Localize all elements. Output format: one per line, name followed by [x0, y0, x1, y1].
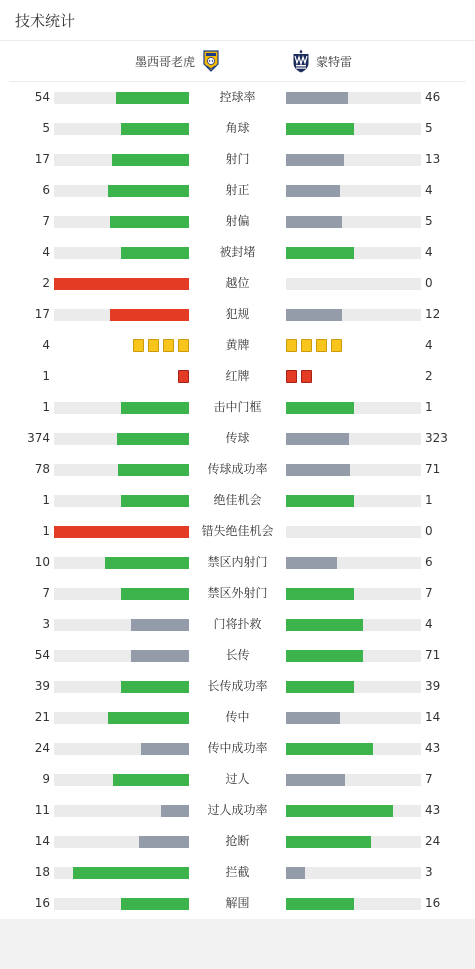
stat-label: 击中门框: [213, 400, 262, 414]
away-bar-fill: [286, 402, 354, 414]
home-bar-track: [54, 557, 189, 569]
red-card-icon: [286, 370, 297, 383]
away-bar-fill: [286, 898, 354, 910]
yellow-card-icon: [331, 339, 342, 352]
home-bar-track: [54, 123, 189, 135]
away-bar-track: [286, 92, 421, 104]
away-bar-track: [286, 650, 421, 662]
home-bar-track: [54, 743, 189, 755]
home-value: 5: [42, 121, 50, 135]
stats-list: [0, 82, 475, 919]
home-value: 1: [42, 400, 50, 414]
away-bar-fill: [286, 650, 363, 662]
home-value: 7: [42, 586, 50, 600]
stat-row: [0, 640, 475, 671]
home-value: 54: [34, 90, 50, 104]
stat-label: 禁区内射门: [207, 555, 268, 569]
home-value: 17: [34, 307, 50, 321]
away-value: 14: [425, 710, 441, 724]
away-value: 7: [425, 586, 433, 600]
home-bar-track: [54, 92, 189, 104]
away-value: 2: [425, 369, 433, 383]
away-value: 16: [425, 896, 441, 910]
home-bar-fill: [110, 309, 189, 321]
away-value: 1: [425, 400, 433, 414]
away-value: 43: [425, 803, 441, 817]
stat-row: [0, 547, 475, 578]
home-bar-track: [54, 650, 189, 662]
away-bar-fill: [286, 681, 354, 693]
stat-label: 门将扑救: [213, 617, 262, 631]
away-bar-track: [286, 681, 421, 693]
away-bar-track: [286, 433, 421, 445]
home-bar-track: [54, 681, 189, 693]
stat-label: 传球成功率: [207, 462, 268, 476]
stat-label: 红牌: [225, 369, 250, 383]
home-bar-track: [54, 247, 189, 259]
away-value: 3: [425, 865, 433, 879]
stat-row: [0, 516, 475, 547]
stat-label: 角球: [225, 121, 250, 135]
away-bar-track: [286, 557, 421, 569]
away-bar-fill: [286, 557, 337, 569]
stat-row: [0, 330, 475, 361]
home-bar-track: [54, 805, 189, 817]
stat-label: 错失绝佳机会: [201, 524, 274, 538]
away-bar-track: [286, 402, 421, 414]
away-bar-fill: [286, 774, 345, 786]
home-bar-track: [54, 278, 189, 290]
away-bar-fill: [286, 185, 340, 197]
stat-label: 射正: [225, 183, 250, 197]
stat-row: [0, 485, 475, 516]
yellow-card-icon: [148, 339, 159, 352]
away-bar-track: [286, 278, 421, 290]
away-bar-fill: [286, 247, 354, 259]
stat-row: [0, 392, 475, 423]
stat-row: [0, 361, 475, 392]
stat-row: [0, 578, 475, 609]
away-bar-fill: [286, 588, 354, 600]
home-value: 78: [34, 462, 50, 476]
home-bar-track: [54, 433, 189, 445]
away-bar-track: [286, 247, 421, 259]
red-card-icon: [301, 370, 312, 383]
away-bar-fill: [286, 154, 344, 166]
away-bar-track: [286, 619, 421, 631]
away-value: 71: [425, 462, 441, 476]
away-bar-track: [286, 588, 421, 600]
away-bar-fill: [286, 464, 350, 476]
home-bar-fill: [121, 247, 189, 259]
stat-label: 拦截: [225, 865, 250, 879]
stat-label: 射偏: [225, 214, 250, 228]
away-bar-fill: [286, 216, 342, 228]
away-value: 39: [425, 679, 441, 693]
home-value: 6: [42, 183, 50, 197]
away-bar-track: [286, 216, 421, 228]
away-bar-track: [286, 712, 421, 724]
away-value: 12: [425, 307, 441, 321]
home-bar-fill: [121, 898, 189, 910]
stat-row: [0, 888, 475, 919]
home-bar-fill: [121, 681, 189, 693]
home-bar-track: [54, 216, 189, 228]
stat-row: [0, 702, 475, 733]
teams-header: [9, 41, 466, 82]
home-bar-fill: [105, 557, 189, 569]
header-bar: [0, 0, 475, 41]
home-value: 10: [34, 555, 50, 569]
away-value: 71: [425, 648, 441, 662]
away-bar-track: [286, 495, 421, 507]
away-value: 323: [425, 431, 448, 445]
home-cards: [174, 370, 189, 384]
home-value: 2: [42, 276, 50, 290]
home-team[interactable]: [135, 50, 219, 72]
away-bar-fill: [286, 495, 354, 507]
home-bar-fill: [110, 216, 189, 228]
yellow-card-icon: [286, 339, 297, 352]
home-bar-fill: [117, 433, 189, 445]
home-bar-track: [54, 867, 189, 879]
stat-row: [0, 175, 475, 206]
away-bar-track: [286, 185, 421, 197]
stat-label: 传中成功率: [207, 741, 268, 755]
home-bar-fill: [139, 836, 189, 848]
stat-label: 黄牌: [225, 338, 250, 352]
home-bar-fill: [108, 185, 189, 197]
home-bar-fill: [54, 526, 189, 538]
away-value: 13: [425, 152, 441, 166]
home-value: 1: [42, 369, 50, 383]
stat-label: 禁区外射门: [207, 586, 268, 600]
stat-row: [0, 144, 475, 175]
stat-label: 抢断: [225, 834, 250, 848]
red-card-icon: [178, 370, 189, 383]
stat-label: 越位: [225, 276, 250, 290]
away-value: 4: [425, 183, 433, 197]
away-bar-track: [286, 898, 421, 910]
yellow-card-icon: [316, 339, 327, 352]
home-bar-fill: [121, 402, 189, 414]
home-bar-track: [54, 309, 189, 321]
away-bar-fill: [286, 743, 373, 755]
stat-row: [0, 82, 475, 113]
stat-label: 传中: [225, 710, 250, 724]
away-bar-fill: [286, 867, 305, 879]
away-cards: [286, 339, 346, 353]
home-bar-track: [54, 774, 189, 786]
away-bar-track: [286, 774, 421, 786]
home-bar-track: [54, 464, 189, 476]
tigres-crest-icon: [203, 50, 219, 72]
away-bar-track: [286, 805, 421, 817]
home-bar-fill: [131, 619, 189, 631]
stat-label: 长传: [225, 648, 250, 662]
home-value: 4: [42, 245, 50, 259]
away-value: 0: [425, 276, 433, 290]
away-value: 5: [425, 214, 433, 228]
away-bar-fill: [286, 433, 349, 445]
home-bar-fill: [161, 805, 189, 817]
home-value: 54: [34, 648, 50, 662]
home-bar-fill: [121, 495, 189, 507]
home-value: 16: [34, 896, 50, 910]
stat-row: [0, 857, 475, 888]
stat-label: 控球率: [219, 90, 256, 104]
yellow-card-icon: [301, 339, 312, 352]
home-value: 39: [34, 679, 50, 693]
home-value: 9: [42, 772, 50, 786]
home-cards: [129, 339, 189, 353]
stat-row: [0, 206, 475, 237]
home-value: 3: [42, 617, 50, 631]
yellow-card-icon: [163, 339, 174, 352]
home-bar-track: [54, 619, 189, 631]
home-bar-track: [54, 154, 189, 166]
yellow-card-icon: [133, 339, 144, 352]
away-value: 24: [425, 834, 441, 848]
away-bar-fill: [286, 712, 340, 724]
home-bar-fill: [118, 464, 189, 476]
away-value: 4: [425, 617, 433, 631]
stat-row: [0, 733, 475, 764]
home-bar-track: [54, 836, 189, 848]
home-value: 1: [42, 493, 50, 507]
away-bar-fill: [286, 123, 354, 135]
stat-row: [0, 423, 475, 454]
stat-label: 过人成功率: [207, 803, 268, 817]
stat-row: [0, 237, 475, 268]
away-team[interactable]: [292, 49, 352, 73]
stat-row: [0, 268, 475, 299]
stat-label: 被封堵: [219, 245, 256, 259]
home-bar-fill: [113, 774, 189, 786]
away-bar-fill: [286, 619, 363, 631]
stat-label: 绝佳机会: [213, 493, 262, 507]
away-bar-fill: [286, 309, 342, 321]
stat-label: 过人: [225, 772, 250, 786]
stat-label: 长传成功率: [207, 679, 268, 693]
home-bar-track: [54, 526, 189, 538]
home-bar-fill: [73, 867, 189, 879]
away-bar-track: [286, 309, 421, 321]
away-team-name: 蒙特雷: [316, 54, 353, 69]
away-bar-track: [286, 836, 421, 848]
home-value: 374: [27, 431, 50, 445]
stat-row: [0, 826, 475, 857]
home-value: 7: [42, 214, 50, 228]
stat-label: 传球: [225, 431, 250, 445]
home-bar-fill: [116, 92, 189, 104]
home-bar-track: [54, 898, 189, 910]
home-bar-fill: [112, 154, 189, 166]
home-value: 1: [42, 524, 50, 538]
stat-row: [0, 299, 475, 330]
page-title: 技术统计: [15, 11, 76, 30]
home-value: 11: [34, 803, 50, 817]
stat-row: [0, 113, 475, 144]
away-bar-fill: [286, 92, 348, 104]
home-bar-track: [54, 712, 189, 724]
monterrey-crest-icon: [292, 49, 310, 73]
away-value: 43: [425, 741, 441, 755]
home-bar-fill: [108, 712, 189, 724]
away-value: 4: [425, 245, 433, 259]
yellow-card-icon: [178, 339, 189, 352]
home-value: 4: [42, 338, 50, 352]
stat-label: 解围: [225, 896, 250, 910]
home-bar-fill: [131, 650, 189, 662]
away-value: 6: [425, 555, 433, 569]
home-value: 17: [34, 152, 50, 166]
stat-row: [0, 764, 475, 795]
home-value: 24: [34, 741, 50, 755]
stat-label: 犯规: [225, 307, 250, 321]
home-bar-fill: [141, 743, 189, 755]
home-bar-track: [54, 185, 189, 197]
stat-row: [0, 671, 475, 702]
away-value: 5: [425, 121, 433, 135]
stat-label: 射门: [225, 152, 250, 166]
home-bar-fill: [54, 278, 189, 290]
home-value: 18: [34, 865, 50, 879]
away-bar-track: [286, 154, 421, 166]
home-bar-fill: [121, 123, 189, 135]
stat-row: [0, 795, 475, 826]
home-value: 21: [34, 710, 50, 724]
stat-row: [0, 609, 475, 640]
away-cards: [286, 370, 316, 384]
home-bar-track: [54, 402, 189, 414]
away-bar-track: [286, 464, 421, 476]
away-bar-track: [286, 867, 421, 879]
stat-row: [0, 454, 475, 485]
away-bar-track: [286, 743, 421, 755]
home-bar-track: [54, 495, 189, 507]
home-bar-track: [54, 588, 189, 600]
away-value: 7: [425, 772, 433, 786]
home-bar-fill: [121, 588, 189, 600]
home-team-name: 墨西哥老虎: [134, 54, 195, 69]
away-bar-fill: [286, 836, 371, 848]
away-value: 1: [425, 493, 433, 507]
away-value: 4: [425, 338, 433, 352]
away-bar-fill: [286, 805, 393, 817]
away-bar-track: [286, 123, 421, 135]
away-value: 0: [425, 524, 433, 538]
away-bar-track: [286, 526, 421, 538]
home-value: 14: [34, 834, 50, 848]
away-value: 46: [425, 90, 441, 104]
